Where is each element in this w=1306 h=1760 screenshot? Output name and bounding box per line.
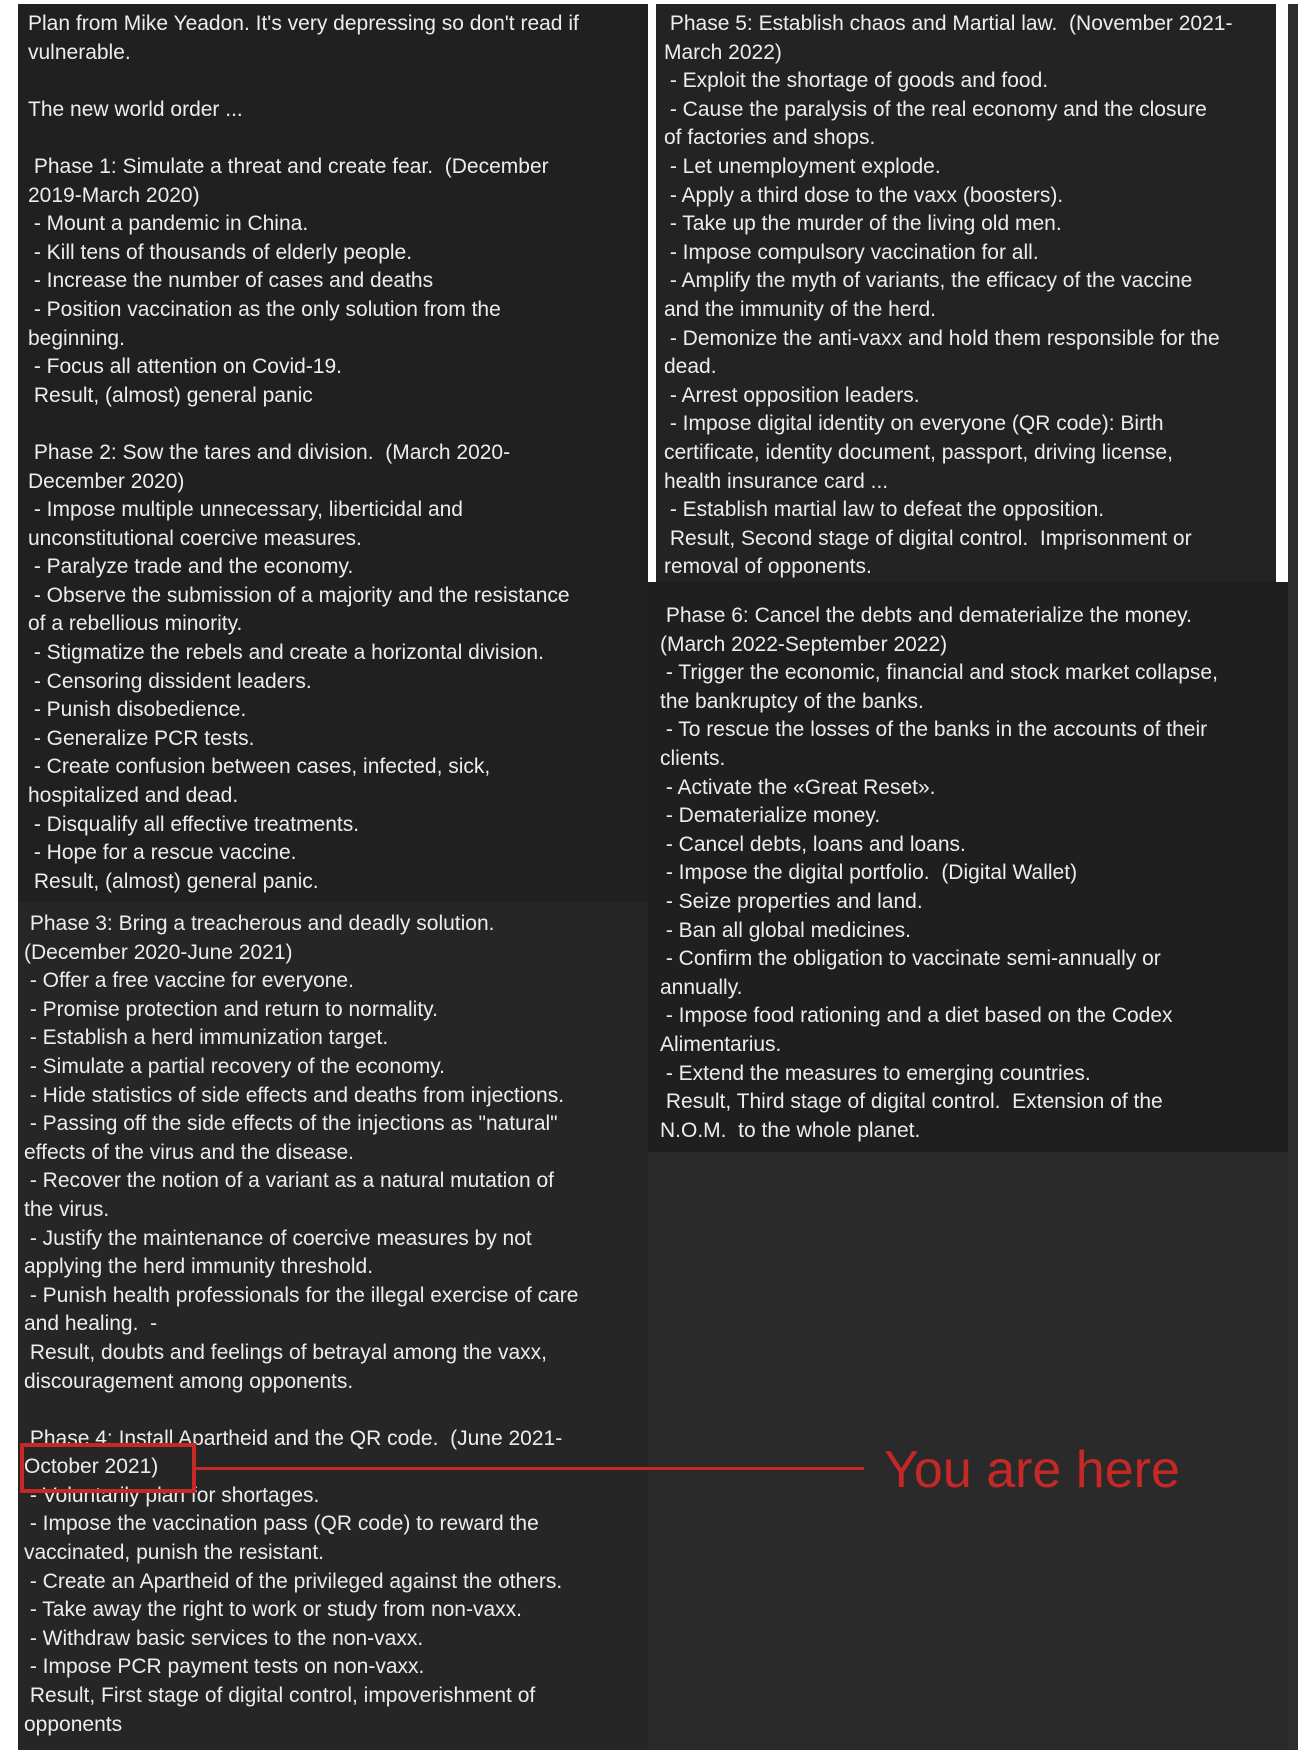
you-are-here-label: You are here <box>884 1441 1180 1499</box>
panel-text: Plan from Mike Yeadon. It's very depressing so don't read if vulnerable. The new world order ... Phase 1: Simulate a threat and create fear. (December 2019-March 2020) - Mount a pandemic in China. - Kill tens of thousands of elderly people. - Increase the number of cases and deaths - Position vaccination as the only solution from the beginning. - Focus all attention on Covid-19. Result, (almost) general panic Phase 2: Sow the tares and division. (March 2020- December 2020) - Impose multiple unnecessary, liberticidal and unconstitutional coercive measures. - Paralyze trade and the economy. - Observe the submission of a majority and the resistance of a rebellious minority. - Stigmatize the rebels and create a horizontal division. - Censoring dissident leaders. - Punish disobedience. - Generalize PCR tests. - Create confusion between cases, infected, sick, hospitalized and dead. - Disqualify all effective treatments. - Hope for a rescue vaccine. Result, (almost) general panic. <box>28 12 579 893</box>
text-panel-phase3-phase4 <box>18 902 648 1750</box>
text-panel-phase6 <box>648 582 1288 1152</box>
pointer-line <box>196 1467 864 1470</box>
highlight-box <box>20 1443 196 1493</box>
panel-text: Phase 6: Cancel the debts and dematerialize the money. (March 2022-September 2022) - Trigger the economic, financial and stock market collapse, the bankruptcy of the banks. - To rescue the losses of the banks in the accounts of their clients. - Activate the «Great Reset». - Dematerialize money. - Cancel debts, loans and loans. - Impose the digital portfolio. (Digital Wallet) - Seize properties and land. - Ban all global medicines. - Confirm the obligation to vaccinate semi-annually or annually. - Impose food rationing and a diet based on the Codex Alimentarius. - Extend the measures to emerging countries. Result, Third stage of digital control. Extension of the N.O.M. to the whole planet. <box>660 604 1218 1142</box>
panel-text: Phase 3: Bring a treacherous and deadly solution. (December 2020-June 2021) - Offer a free vaccine for everyone. - Promise protection and return to normality. - Establish a herd immunization target. - Simulate a partial recovery of the economy. - Hide statistics of side effects and deaths from injections. - Passing off the side effects of the injections as "natural" effects of the virus and the disease. - Recover the notion of a variant as a natural mutation of the virus. - Justify the maintenance of coercive measures by not applying the herd immunity threshold. - Punish health professionals for the illegal exercise of care and healing. - Result, doubts and feelings of betrayal among the vaxx, discouragement among opponents. Phase 4: Install Apartheid and the QR code. (June 2021- October 2021) - Voluntarily plan for shortages. - Impose the vaccination pass (QR code) to reward the vaccinated, punish the resistant. - Create an Apartheid of the privileged against the others. - Take away the right to work or study from non-vaxx. - Withdraw basic services to the non-vaxx. - Impose PCR payment tests on non-vaxx. Result, First stage of digital control, impoverishment of opponents <box>24 912 579 1736</box>
panel-text: Phase 5: Establish chaos and Martial law. (November 2021- March 2022) - Exploit the shortage of goods and food. - Cause the paralysis of the real economy and the closure of factories and shops. - Let unemployment explode. - Apply a third dose to the vaxx (boosters). - Take up the murder of the living old men. - Impose compulsory vaccination for all. - Amplify the myth of variants, the efficacy of the vaccine and the immunity of the herd. - Demonize the anti-vaxx and hold them responsible for the dead. - Arrest opposition leaders. - Impose digital identity on everyone (QR code): Birth certificate, identity document, passport, driving license, health insurance card ... - Establish martial law to defeat the opposition. Result, Second stage of digital control. Imprisonment or removal of opponents. <box>664 12 1233 579</box>
text-panel-phase5 <box>656 4 1276 582</box>
edge-strip <box>1288 4 1298 1750</box>
text-panel-intro-phase1-phase2 <box>18 4 648 902</box>
